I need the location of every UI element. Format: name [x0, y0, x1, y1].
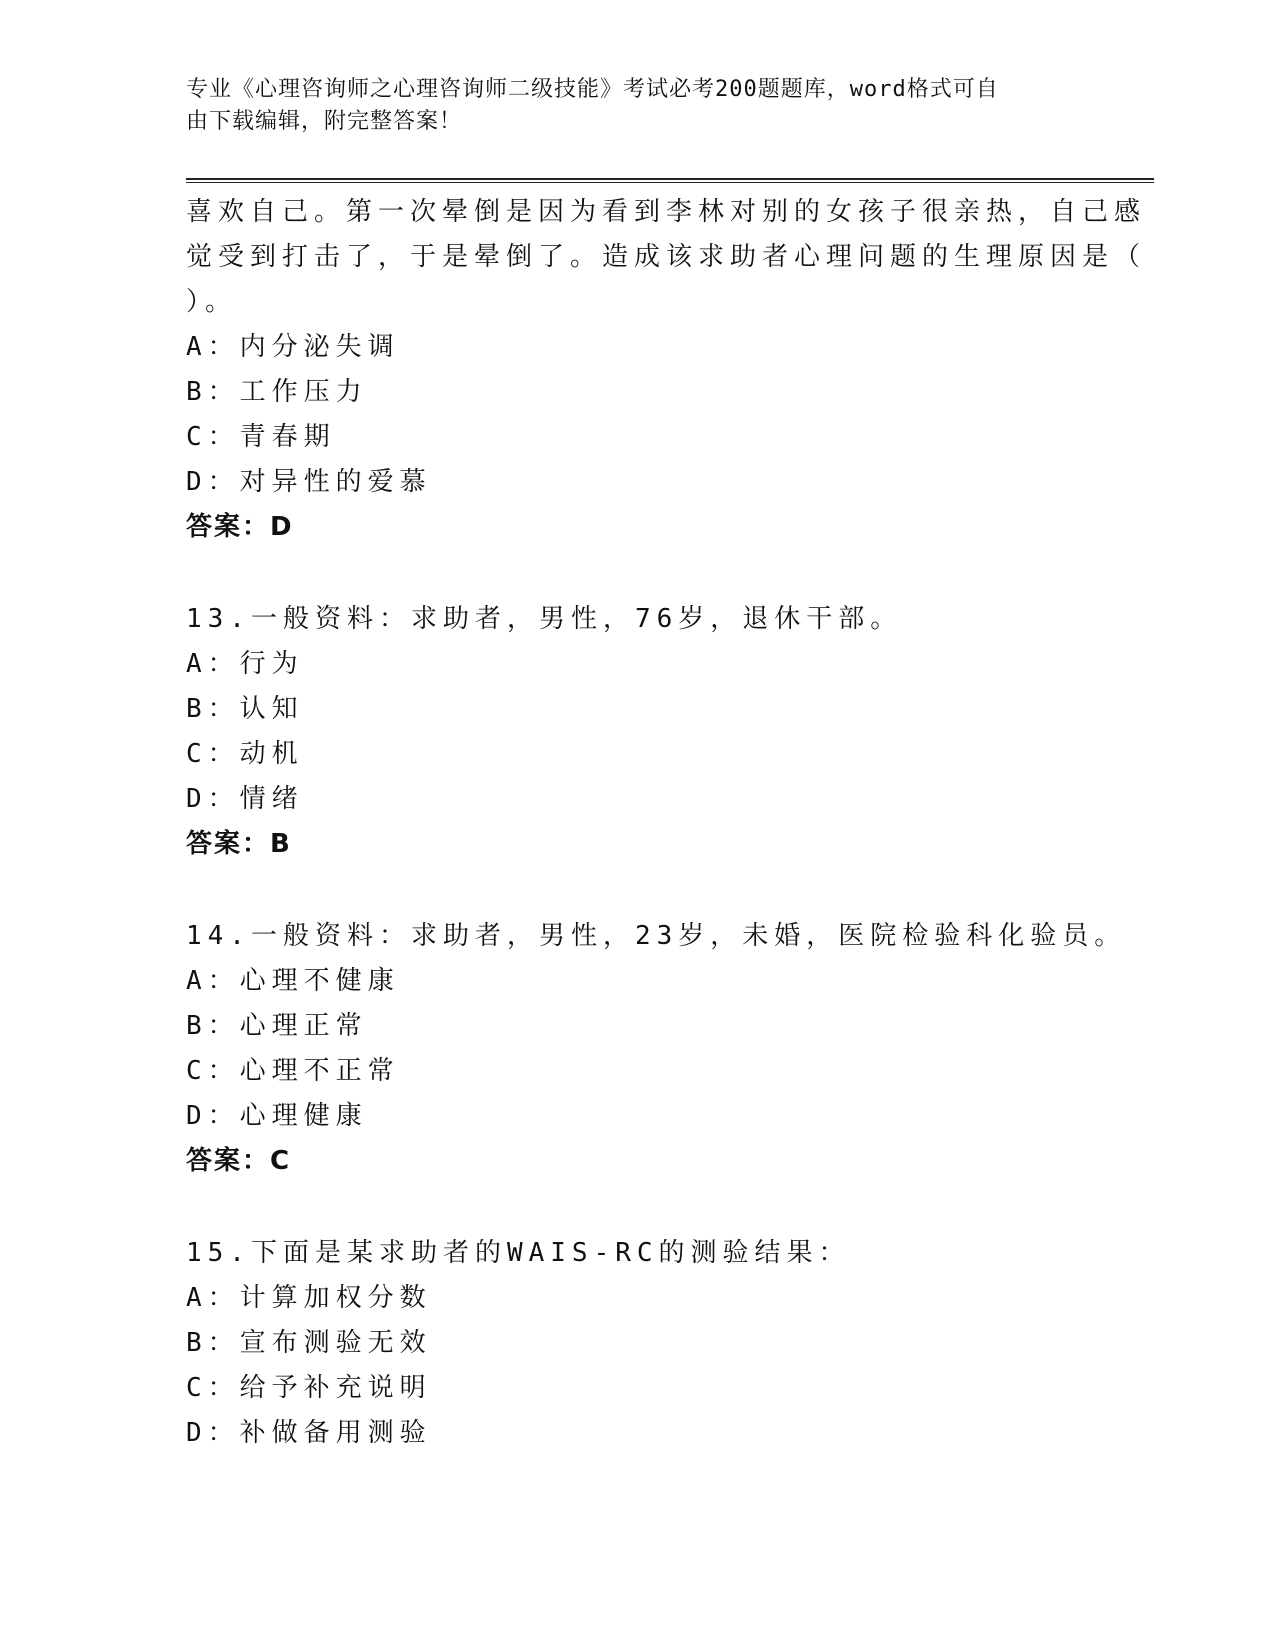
option-a: A：行为 — [186, 649, 304, 679]
question-13 — [186, 597, 1086, 867]
option-a: A：计算加权分数 — [186, 1283, 432, 1313]
spacer — [186, 550, 1086, 597]
header-divider — [186, 178, 1154, 183]
option-d: D：心理健康 — [186, 1101, 368, 1131]
answer-line: 答案：D — [186, 512, 294, 542]
spacer — [186, 867, 1086, 914]
option-d: D：补做备用测验 — [186, 1418, 432, 1448]
option-b: B：工作压力 — [186, 377, 368, 407]
option-d: D：对异性的爱慕 — [186, 467, 432, 497]
question-14 — [186, 914, 1127, 1184]
answer-line: 答案：C — [186, 1146, 292, 1176]
question-text-line: ）。 — [186, 287, 238, 317]
header-line-1: 专业《心理咨询师之心理咨询师二级技能》考试必考200题题库，word格式可自 — [186, 77, 999, 102]
question-text-line: 喜欢自己。第一次晕倒是因为看到李林对别的女孩子很亲热，自己感 — [186, 197, 1147, 227]
option-a: A：内分泌失调 — [186, 332, 400, 362]
question-stem: 14.一般资料：求助者，男性，23岁，未婚，医院检验科化验员。 — [186, 921, 1127, 951]
option-b: B：宣布测验无效 — [186, 1328, 432, 1358]
question-content — [186, 190, 1147, 1456]
document-header — [186, 74, 1066, 138]
answer-line: 答案：B — [186, 829, 292, 859]
option-b: B：心理正常 — [186, 1011, 368, 1041]
option-d: D：情绪 — [186, 784, 304, 814]
option-c: C：动机 — [186, 739, 304, 769]
question-stem: 15.下面是某求助者的WAIS-RC的测验结果： — [186, 1238, 851, 1268]
question-continued — [186, 190, 1147, 550]
option-c: C：给予补充说明 — [186, 1373, 432, 1403]
question-text-line: 觉受到打击了，于是晕倒了。造成该求助者心理问题的生理原因是（ — [186, 242, 1147, 272]
option-c: C：青春期 — [186, 422, 336, 452]
option-a: A：心理不健康 — [186, 966, 400, 996]
option-b: B：认知 — [186, 694, 304, 724]
header-line-2: 由下载编辑，附完整答案！ — [186, 109, 463, 134]
option-c: C：心理不正常 — [186, 1056, 400, 1086]
question-15 — [186, 1231, 1086, 1456]
spacer — [186, 1184, 1086, 1231]
question-stem: 13.一般资料：求助者，男性，76岁，退休干部。 — [186, 604, 903, 634]
